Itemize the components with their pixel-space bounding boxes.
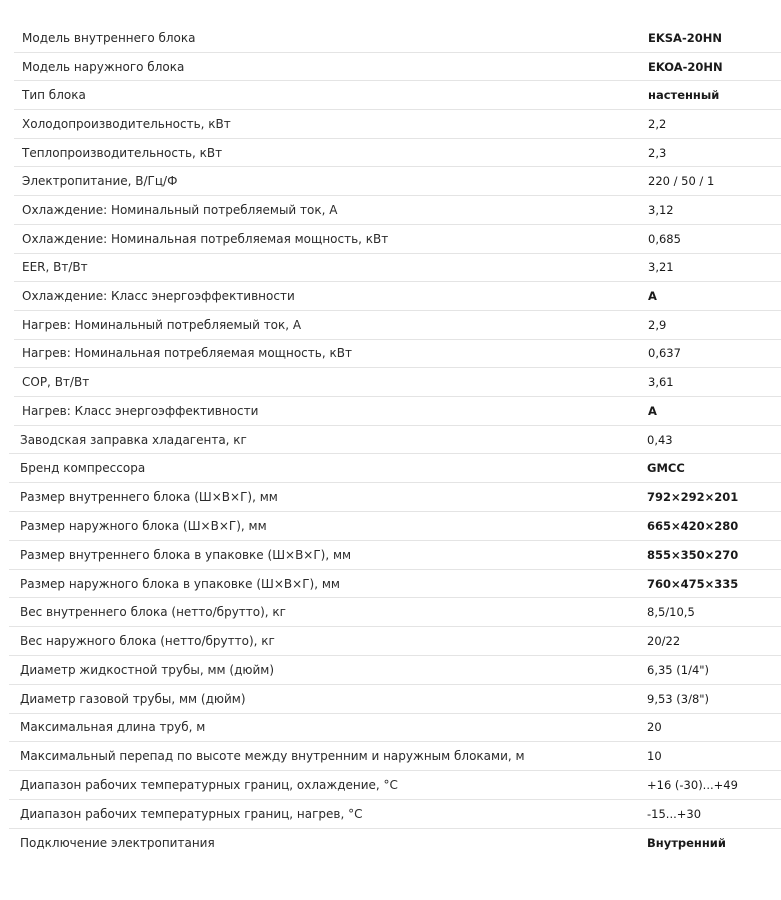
spec-row (14, 110, 781, 139)
spec-row (9, 656, 781, 685)
spec-label: Подключение электропитания (20, 836, 215, 851)
spec-label: Размер внутреннего блока (Ш×В×Г), мм (20, 490, 278, 505)
spec-row (9, 541, 781, 570)
spec-label: COP, Вт/Вт (22, 375, 90, 390)
spec-value: A (648, 289, 657, 304)
spec-row (14, 53, 781, 82)
spec-label: Вес внутреннего блока (нетто/брутто), кг (20, 605, 286, 620)
spec-value: 20 (647, 720, 662, 735)
spec-row (9, 570, 781, 599)
spec-label: Охлаждение: Класс энергоэффективности (22, 289, 295, 304)
spec-value: 2,9 (648, 317, 667, 332)
spec-value: GMCC (647, 461, 685, 476)
spec-value: 10 (647, 749, 662, 764)
spec-value: +16 (-30)...+49 (647, 778, 738, 793)
spec-value: Внутренний (647, 836, 726, 851)
spec-row (14, 167, 781, 196)
spec-label: Охлаждение: Номинальная потребляемая мощность, кВт (22, 231, 389, 246)
spec-group-additional (9, 426, 781, 858)
spec-label: Холодопроизводительность, кВт (22, 116, 231, 131)
spec-value: 8,5/10,5 (647, 605, 695, 620)
spec-row (9, 829, 781, 858)
spec-label: Заводская заправка хладагента, кг (20, 432, 247, 447)
spec-row (14, 254, 781, 283)
spec-value: 0,637 (648, 346, 681, 361)
spec-row (9, 598, 781, 627)
spec-row (9, 454, 781, 483)
spec-row (14, 282, 781, 311)
spec-value: 0,685 (648, 231, 681, 246)
spec-value: 3,61 (648, 375, 674, 390)
spec-value: 6,35 (1/4") (647, 662, 710, 677)
spec-label: Диаметр жидкостной трубы, мм (дюйм) (20, 662, 275, 677)
spec-label: Размер внутреннего блока в упаковке (Ш×В×Г), мм (20, 547, 352, 562)
spec-value: 20/22 (647, 634, 681, 649)
spec-value: 792×292×201 (647, 490, 739, 505)
spec-value: 2,3 (648, 145, 667, 160)
spec-row (9, 512, 781, 541)
spec-value: настенный (648, 88, 720, 103)
spec-label: Бренд компрессора (20, 461, 146, 476)
spec-row (9, 426, 781, 455)
spec-row (9, 800, 781, 829)
spec-value: 9,53 (3/8") (647, 691, 710, 706)
spec-label: Охлаждение: Номинальный потребляемый ток, А (22, 202, 338, 217)
spec-row (14, 225, 781, 254)
spec-label: Размер наружного блока (Ш×В×Г), мм (20, 518, 267, 533)
spec-label: Максимальный перепад по высоте между внутренним и наружным блоками, м (20, 749, 525, 764)
spec-label: Теплопроизводительность, кВт (22, 145, 223, 160)
spec-row (9, 627, 781, 656)
spec-row (14, 368, 781, 397)
spec-value: 220 / 50 / 1 (648, 174, 715, 189)
spec-label: Электропитание, В/Гц/Ф (22, 174, 178, 189)
spec-label: EER, Вт/Вт (22, 260, 88, 275)
spec-value: 0,43 (647, 432, 673, 447)
spec-label: Нагрев: Номинальный потребляемый ток, А (22, 317, 302, 332)
spec-group-main (14, 24, 781, 426)
spec-label: Модель внутреннего блока (22, 30, 196, 45)
spec-row (14, 196, 781, 225)
spec-label: Нагрев: Класс энергоэффективности (22, 403, 259, 418)
spec-label: Тип блока (22, 88, 86, 103)
spec-value: EKSA-20HN (648, 30, 722, 45)
spec-label: Нагрев: Номинальная потребляемая мощность, кВт (22, 346, 352, 361)
spec-row (14, 139, 781, 168)
spec-label: Вес наружного блока (нетто/брутто), кг (20, 634, 275, 649)
spec-label: Диаметр газовой трубы, мм (дюйм) (20, 691, 246, 706)
spec-row (9, 714, 781, 743)
spec-row (14, 24, 781, 53)
spec-row (14, 340, 781, 369)
spec-value: 3,12 (648, 202, 674, 217)
spec-value: 2,2 (648, 116, 667, 131)
spec-value: 3,21 (648, 260, 674, 275)
spec-label: Диапазон рабочих температурных границ, нагрев, °C (20, 806, 363, 821)
spec-label: Диапазон рабочих температурных границ, охлаждение, °C (20, 778, 398, 793)
spec-row (9, 483, 781, 512)
spec-value: 855×350×270 (647, 547, 739, 562)
spec-row (14, 81, 781, 110)
spec-value: 665×420×280 (647, 518, 739, 533)
spec-label: Модель наружного блока (22, 59, 185, 74)
spec-row (9, 742, 781, 771)
spec-value: A (648, 403, 657, 418)
spec-value: EKOA-20HN (648, 59, 723, 74)
spec-value: 760×475×335 (647, 576, 739, 591)
spec-table (0, 24, 781, 858)
spec-row (9, 771, 781, 800)
spec-label: Размер наружного блока в упаковке (Ш×В×Г), мм (20, 576, 340, 591)
spec-row (14, 311, 781, 340)
spec-row (14, 397, 781, 426)
spec-label: Максимальная длина труб, м (20, 720, 206, 735)
spec-value: -15...+30 (647, 806, 702, 821)
spec-row (9, 685, 781, 714)
